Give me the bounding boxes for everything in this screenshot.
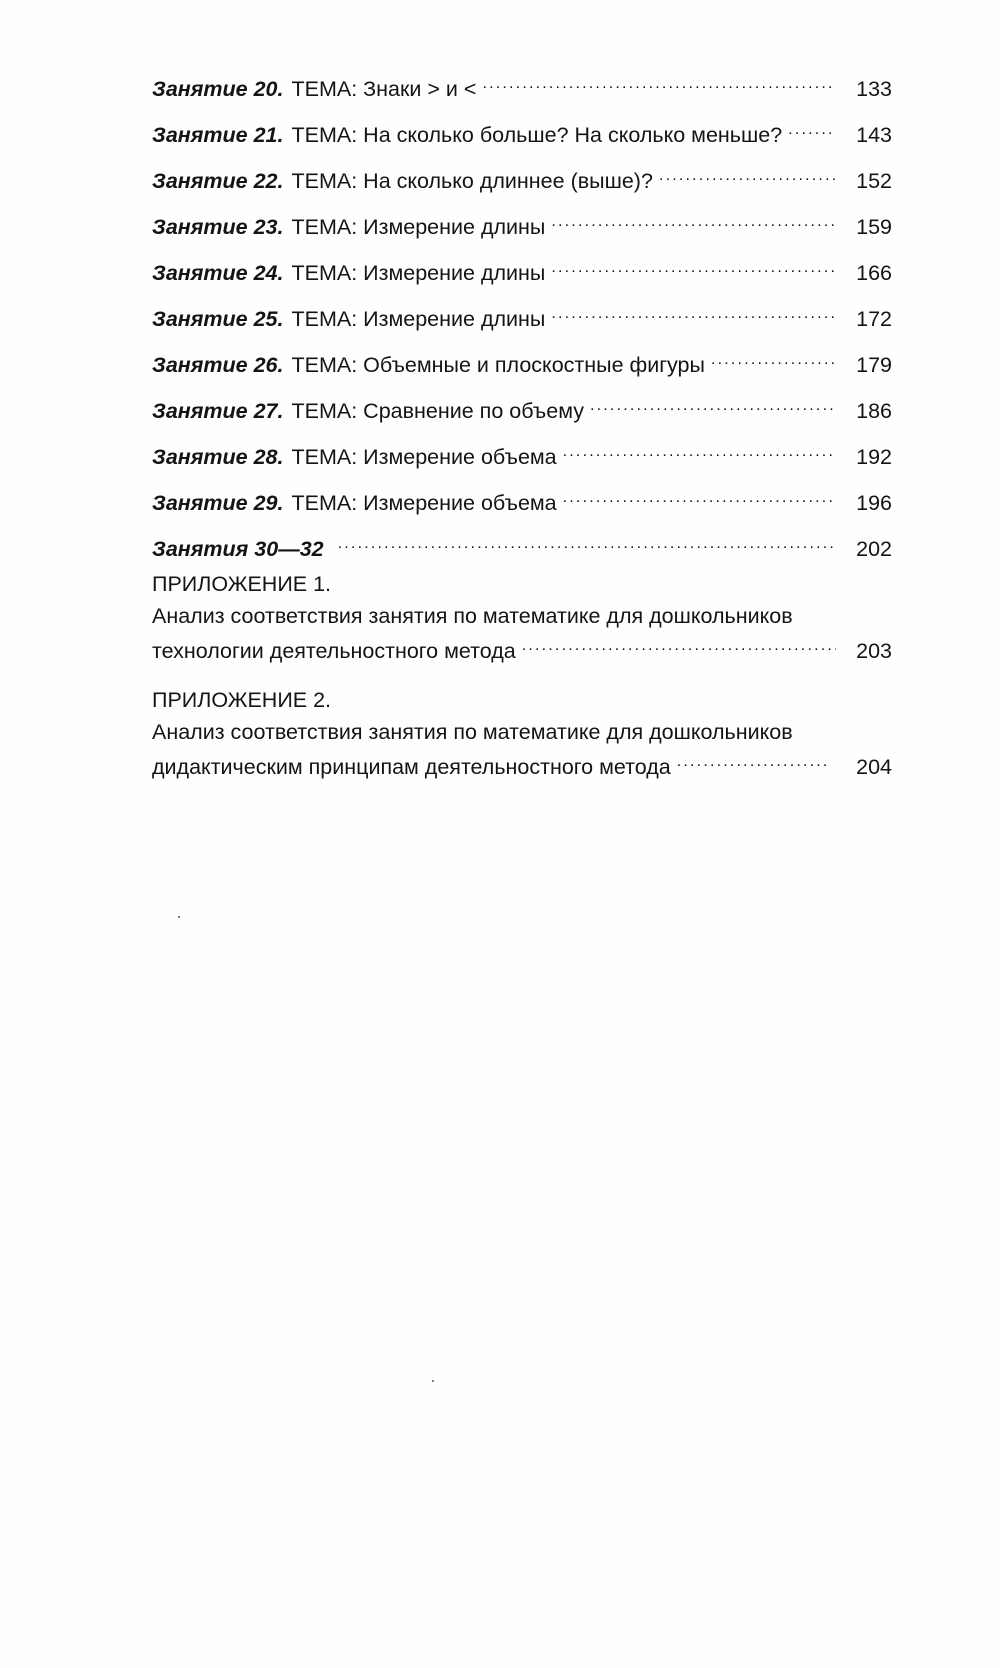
- dot-leader: [659, 162, 836, 188]
- toc-entry-29: [152, 484, 892, 515]
- scan-speck: [178, 916, 180, 918]
- topic-text: ТЕМА: Объемные и плоскостные фигуры: [291, 353, 705, 377]
- lesson-label: Занятия 30—32: [152, 537, 324, 561]
- lesson-label: Занятие 22.: [152, 169, 284, 193]
- toc-entry-25: [152, 300, 892, 331]
- dot-leader: [338, 530, 836, 556]
- appendix-title-text: дидактическим принципам деятельностного метода: [152, 755, 671, 779]
- page-number: 202: [856, 537, 892, 561]
- dot-leader: [590, 392, 836, 418]
- page-number: 196: [856, 491, 892, 515]
- dot-leader: [551, 254, 836, 280]
- topic-text: ТЕМА: Измерение длины: [291, 215, 546, 239]
- appendix-heading: ПРИЛОЖЕНИЕ 2.: [152, 688, 332, 712]
- toc-entry-27: [152, 392, 892, 423]
- dot-leader: [551, 208, 836, 234]
- lesson-label: Занятие 27.: [152, 399, 284, 423]
- lesson-label: Занятие 26.: [152, 353, 284, 377]
- appendix-title-line: Анализ соответствия занятия по математике для дошкольников: [152, 720, 793, 744]
- page-number: 192: [856, 445, 892, 469]
- page-number: 152: [856, 169, 892, 193]
- toc-entry-21: [152, 116, 892, 147]
- topic-text: ТЕМА: Измерение длины: [291, 307, 546, 331]
- lesson-label: Занятие 29.: [152, 491, 284, 515]
- dot-leader: [711, 346, 836, 372]
- topic-text: ТЕМА: Измерение объема: [291, 491, 557, 515]
- dot-leader: [551, 300, 836, 326]
- toc-entry-20: [152, 70, 892, 101]
- toc-entry-28: [152, 438, 892, 469]
- scan-speck: [432, 1380, 434, 1382]
- topic-text: ТЕМА: Знаки > и <: [291, 77, 477, 101]
- dot-leader: [677, 748, 826, 774]
- page-number: 133: [856, 77, 892, 101]
- topic-text: ТЕМА: Сравнение по объему: [291, 399, 584, 423]
- lesson-label: Занятие 24.: [152, 261, 284, 285]
- dot-leader: [788, 116, 836, 142]
- appendix-2: [152, 684, 892, 780]
- toc-entry-22: [152, 162, 892, 193]
- table-of-contents: [152, 70, 892, 800]
- page-number: 143: [856, 123, 892, 147]
- topic-text: ТЕМА: На сколько больше? На сколько меньше?: [291, 123, 783, 147]
- toc-entry-24: [152, 254, 892, 285]
- page-number: 166: [856, 261, 892, 285]
- lesson-label: Занятие 21.: [152, 123, 284, 147]
- appendices: [152, 568, 892, 780]
- page-number: 203: [856, 639, 892, 663]
- page-number: 179: [856, 353, 892, 377]
- dot-leader: [522, 632, 836, 658]
- appendix-title-last-line: [152, 748, 892, 780]
- topic-text: ТЕМА: На сколько длиннее (выше)?: [291, 169, 653, 193]
- lesson-label: Занятие 25.: [152, 307, 284, 331]
- page-number: 159: [856, 215, 892, 239]
- appendix-heading: ПРИЛОЖЕНИЕ 1.: [152, 572, 332, 596]
- appendix-1: [152, 568, 892, 664]
- lesson-label: Занятие 20.: [152, 77, 284, 101]
- lesson-label: Занятие 23.: [152, 215, 284, 239]
- topic-text: ТЕМА: Измерение объема: [291, 445, 557, 469]
- dot-leader: [482, 70, 836, 96]
- toc-entry-23: [152, 208, 892, 239]
- appendix-title-line: Анализ соответствия занятия по математике для дошкольников: [152, 604, 793, 628]
- toc-entry-26: [152, 346, 892, 377]
- appendix-title-last-line: [152, 632, 892, 664]
- topic-text: ТЕМА: Измерение длины: [291, 261, 546, 285]
- toc-entry-30-32: [152, 530, 892, 561]
- page-number: 172: [856, 307, 892, 331]
- lesson-label: Занятие 28.: [152, 445, 284, 469]
- dot-leader: [563, 484, 836, 510]
- dot-leader: [563, 438, 836, 464]
- page-number: 204: [856, 755, 892, 779]
- appendix-title-text: технологии деятельностного метода: [152, 639, 516, 663]
- page-number: 186: [856, 399, 892, 423]
